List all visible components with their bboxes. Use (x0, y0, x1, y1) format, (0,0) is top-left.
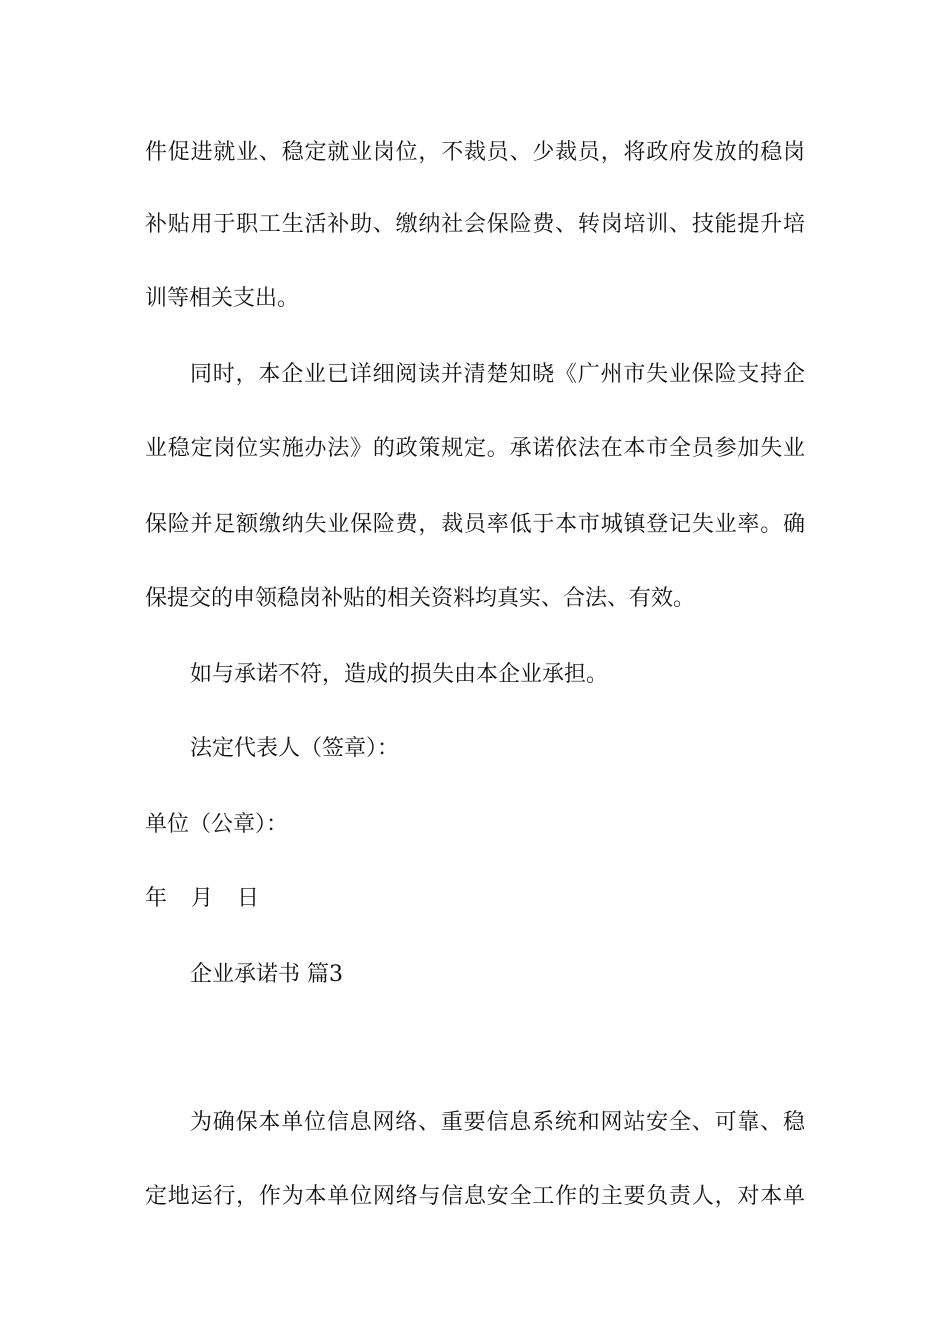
paragraph4-line1: 为确保本单位信息网络、重要信息系统和网站安全、可靠、稳 (190, 1110, 805, 1135)
paragraph1-line1: 件促进就业、稳定就业岗位，不裁员、少裁员，将政府发放的稳岗 (145, 140, 805, 165)
paragraph2-line2: 业稳定岗位实施办法》的政策规定。承诺依法在本市全员参加失业 (145, 436, 805, 461)
paragraph4-line2: 定地运行，作为本单位网络与信息安全工作的主要负责人，对本单 (145, 1184, 805, 1209)
signature-date (145, 884, 259, 914)
date-day: 日 (237, 886, 260, 911)
unit-seal: 单位（公章）： (145, 812, 289, 837)
date-year: 年 (145, 886, 168, 911)
paragraph2-line3: 保险并足额缴纳失业保险费，裁员率低于本市城镇登记失业率。确 (145, 512, 805, 537)
paragraph3: 如与承诺不符，造成的损失由本企业承担。 (190, 662, 609, 687)
date-month: 月 (191, 886, 214, 911)
section-title: 企业承诺书 篇3 (190, 962, 343, 987)
paragraph1-line2: 补贴用于职工生活补助、缴纳社会保险费、转岗培训、技能提升培 (145, 212, 805, 237)
paragraph2-line4: 保提交的申领稳岗补贴的相关资料均真实、合法、有效。 (145, 586, 696, 611)
paragraph1-line3: 训等相关支出。 (145, 286, 300, 311)
legal-representative-signature: 法定代表人（签章）： (190, 736, 400, 761)
paragraph2-line1: 同时，本企业已详细阅读并清楚知晓《广州市失业保险支持企 (190, 362, 805, 387)
